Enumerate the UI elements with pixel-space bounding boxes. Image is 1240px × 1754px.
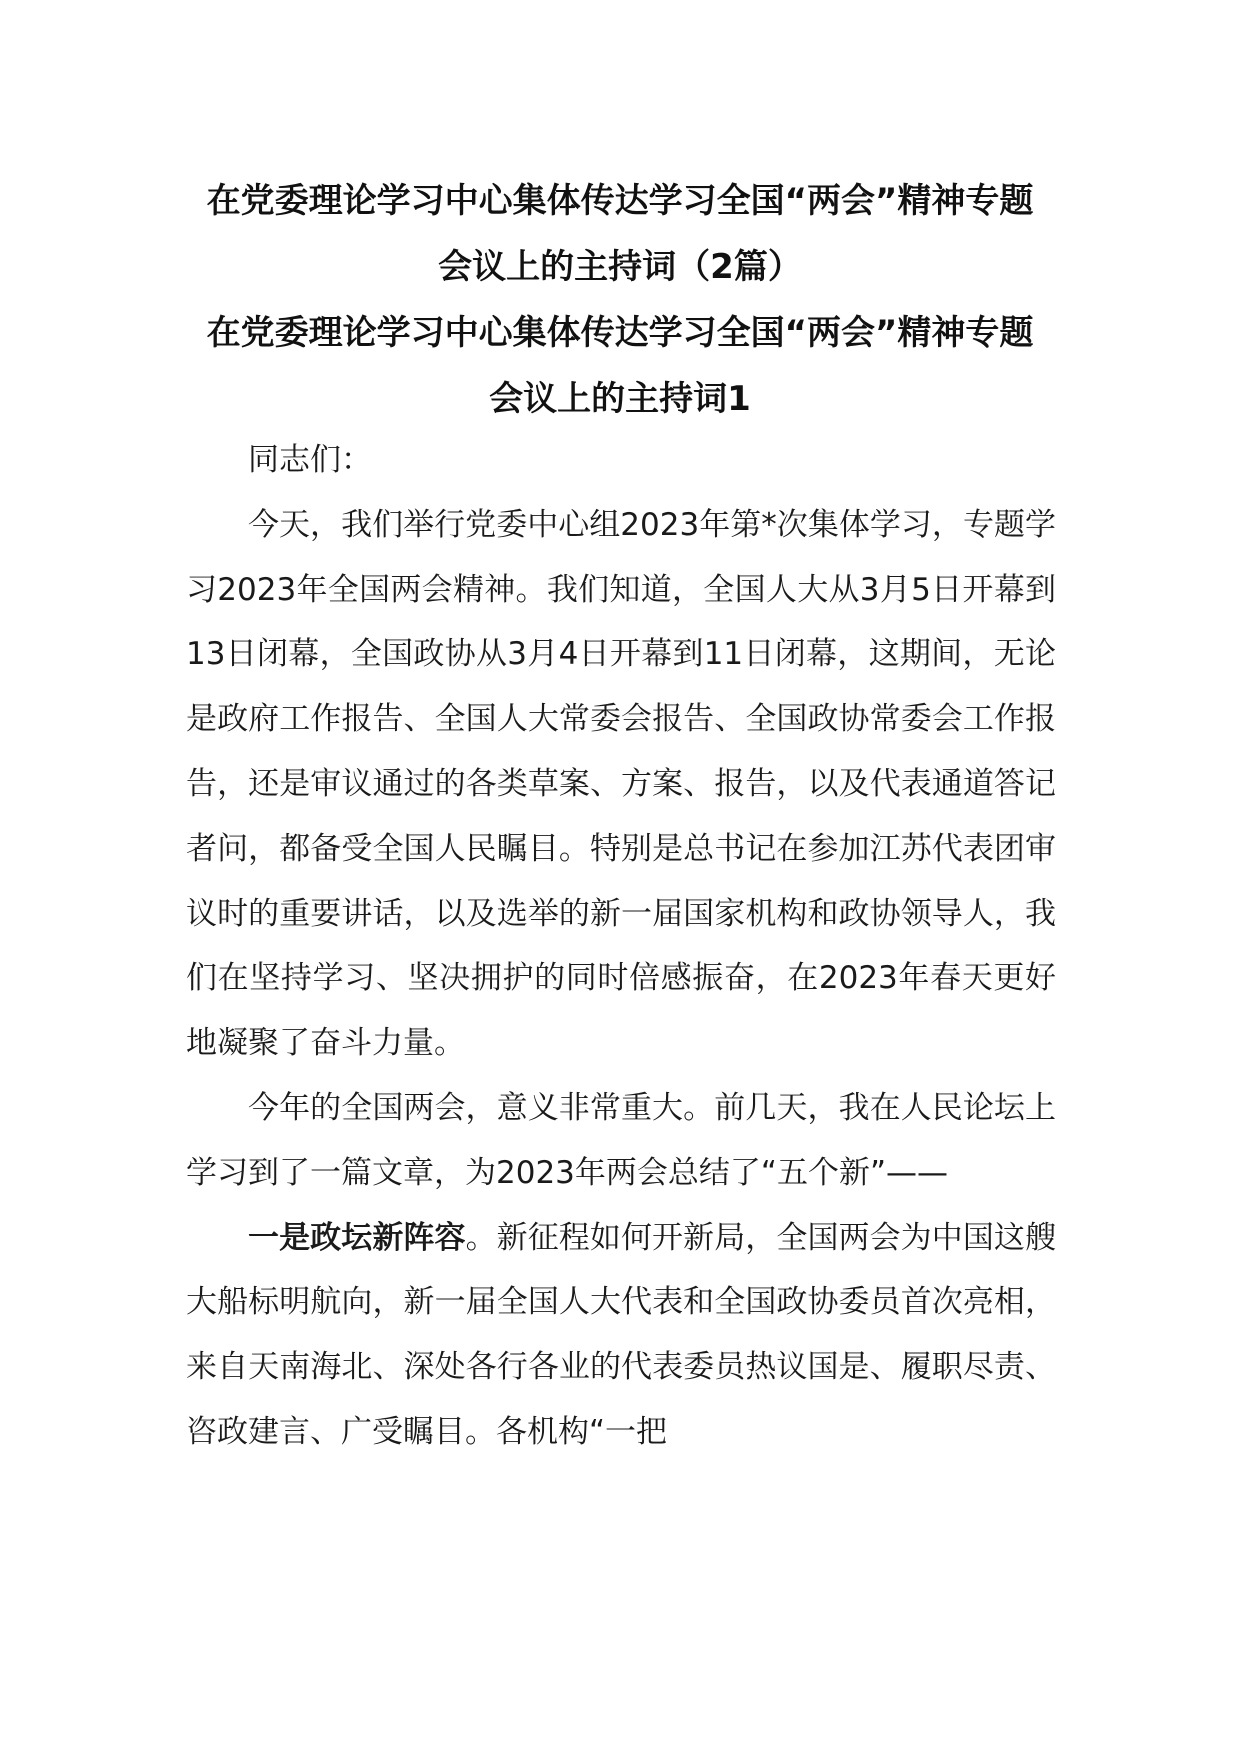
paragraph-text: 今天，我们举行党委中心组2023年第*次集体学习，专题学习2023年全国两会精神。我们知道，全国人大从3月5日开幕到13日闭幕，全国政协从3月4日开幕到11日闭幕，这期间，无论是政府工作报告、全国人大常委会报告、全国政协常委会工作报告，还是审议通过的各类草案、方案、报告，以及代表通道答记者问，都备受全国人民瞩目。特别是总书记在参加江苏代表团审议时的重要讲话，以及选举的新一届国家机构和政协领导人，我们在坚持学习、坚决拥护的同时倍感振奋，在2023年春天更好地凝聚了奋斗力量。 [186,506,1056,1062]
paragraph-2 [186,1076,1056,1206]
paragraph-1 [186,493,1056,1076]
title-line: 会议上的主持词（2篇） [438,247,802,287]
subtitle-line: 会议上的主持词1 [489,379,751,419]
document-title [130,168,1110,432]
paragraph-text: 。新征程如何开新局，全国两会为中国这艘大船标明航向，新一届全国人大代表和全国政协委员首次亮相，来自天南海北、深处各行各业的代表委员热议国是、履职尽责、咨政建言、广受瞩目。各机构“一把 [186,1219,1057,1450]
paragraph-lead: 一是政坛新阵容 [248,1219,466,1256]
paragraph-3 [186,1206,1056,1465]
greeting: 同志们： [248,442,372,478]
paragraph-text: 今年的全国两会，意义非常重大。前几天，我在人民论坛上学习到了一篇文章，为2023年两会总结了“五个新”—— [186,1089,1056,1191]
document-body [186,428,1056,1465]
title-line: 在党委理论学习中心集体传达学习全国“两会”精神专题 [206,181,1034,221]
subtitle-line: 在党委理论学习中心集体传达学习全国“两会”精神专题 [206,313,1034,353]
